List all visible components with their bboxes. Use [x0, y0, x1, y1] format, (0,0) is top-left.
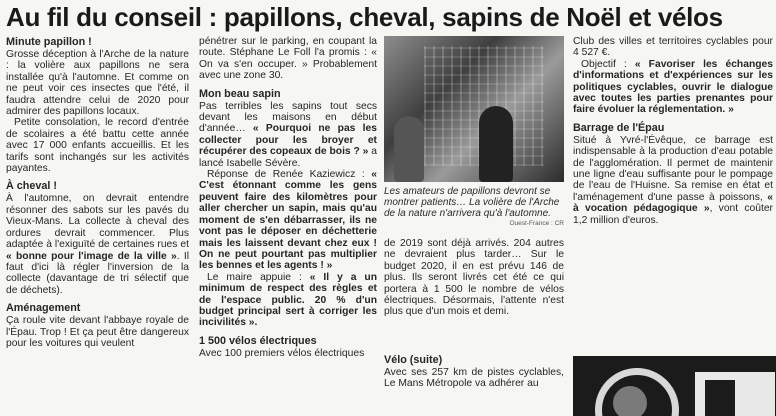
subhead-mon-beau-sapin: Mon beau sapin	[199, 87, 281, 100]
photo-caption: Les amateurs de papillons devront se montrer patients… La volière de l'Arche de la nature n'arrivera qu'à l'automne.	[384, 186, 560, 220]
paragraph: pénétrer sur le parking, en coupant la route. Stéphane Le Foll l'a promis : « On va s'en occuper. » Probablement avec une zone 30.	[199, 36, 377, 82]
text-run: Le maire appuie :	[207, 271, 310, 283]
subhead-minute-papillon: Minute papillon !	[6, 36, 92, 48]
paragraph: Petite consolation, le record d'entrée de scolaires a été battu cette année avec 17 000 enfants accueillis. Et les tarifs sont inchangés sur les activités payantes.	[6, 117, 189, 175]
text-run: À l'automne, on devrait entendre résonner des sabots sur les pavés du Vieux-Mans. La collecte à cheval des ordures devrait commencer. Plus adaptée à l'exiguïté de certaines rues et	[6, 193, 189, 251]
paragraph	[573, 135, 773, 226]
subhead-amenagement: Aménagement	[6, 302, 81, 315]
paragraph: de 2019 sont déjà arrivés. 204 autres ne devraient plus tarder… Sur le budget 2020, il en est prévu 146 de plus. Ils seront livrés cet été ce qui portera à 1 500 le nombre de vélos électriques. Désormais, l'attente n'est plus que d'un mois et demi.	[384, 238, 564, 318]
column-1	[6, 36, 189, 349]
paragraph: Grosse déception à l'Arche de la nature : la volière aux papillons ne sera installée qu'à l'automne. Et comme on ne peut voir ces insectes que l'été, il faudra attendre celui de 2020 pour admirer des papillons locaux.	[6, 49, 189, 118]
column-3-text-bottom	[384, 354, 564, 390]
paragraph	[573, 59, 773, 116]
headline: Au fil du conseil : papillons, cheval, sapins de Noël et vélos	[6, 2, 723, 32]
text-run: a lancé Isabelle Sévère.	[199, 146, 377, 169]
quote: « Il y a un minimum de respect des règles et de l'espace public. 20 % d'un budget principal sert à corriger les incivilités ».	[199, 271, 377, 329]
photo-figure	[479, 106, 513, 182]
photo-credit: Ouest-France : CR	[509, 220, 564, 227]
photo-figure	[394, 116, 424, 182]
column-2	[199, 36, 377, 359]
text-run: . Il faut d'ici là régler l'inversion de la collecte (davantage de tri sélectif que de déchets).	[6, 250, 190, 296]
subhead-barrage-epau: Barrage de l'Épau	[573, 121, 665, 134]
quote: « bonne pour l'image de la ville »	[6, 250, 177, 262]
advertisement-image	[573, 356, 776, 416]
paragraph	[199, 101, 377, 169]
paragraph: Club des villes et territoires cyclables pour 4 527 €.	[573, 36, 773, 59]
paragraph: Avec ses 257 km de pistes cyclables, Le Mans Métropole va adhérer au	[384, 367, 564, 390]
paragraph	[199, 169, 377, 272]
text-run: Pas terribles les sapins tout secs devant les maisons en début d'année…	[199, 100, 377, 135]
subhead-velos-electriques: 1 500 vélos électriques	[199, 334, 317, 347]
quote: « C'est étonnant comme les gens peuvent faire des kilomètres pour aller chercher un sapin, mais qu'au moment de s'en débarrasser, ils ne vont pas le déposer en déchetterie mais les laissent devant chez eux ! On ne peut pourtant pas multiplier les bennes et les agents ! »	[199, 169, 377, 272]
quote: « Favoriser les échanges d'informations et d'expériences sur les politiques cyclables, ouvrir le dialogue avec toutes les parties prenantes pour faire évoluer la réglementation. »	[573, 58, 773, 116]
text-run: Réponse de Renée Kaziewicz :	[207, 169, 372, 181]
butterfly-aviary-photo	[384, 36, 564, 182]
quote: « à vocation pédagogique »	[573, 191, 773, 215]
paragraph	[199, 272, 377, 329]
subhead-velo-suite: Vélo (suite)	[384, 354, 443, 366]
quote: « Pourquoi ne pas les collecter pour les broyer et récupérer des copeaux de bois ? »	[199, 123, 377, 158]
paragraph: Ça roule vite devant l'abbaye royale de l'Épau. Trop ! Et ça peut être dangereux pour les voitures qui veulent	[6, 315, 189, 349]
paragraph: Avec 100 premiers vélos électriques	[199, 347, 365, 359]
ad-graphic	[613, 386, 647, 416]
paragraph	[6, 193, 189, 296]
ad-graphic	[705, 380, 735, 416]
subhead-a-cheval: À cheval !	[6, 180, 58, 193]
column-3-text	[384, 238, 564, 318]
column-4	[573, 36, 773, 226]
text-run: Objectif :	[581, 58, 635, 70]
text-run: Situé à Yvré-l'Évêque, ce barrage est indispensable à la production d'eau potable de l'agglomération. Il permet de maintenir une ligne d'eau suffisante pour le pompage de l'eau de l'Huisne. Sa remise en état et l'aménagement d'une passe à poissons,	[573, 134, 773, 203]
text-run: , vont coûter 1,2 million d'euros.	[573, 203, 773, 226]
